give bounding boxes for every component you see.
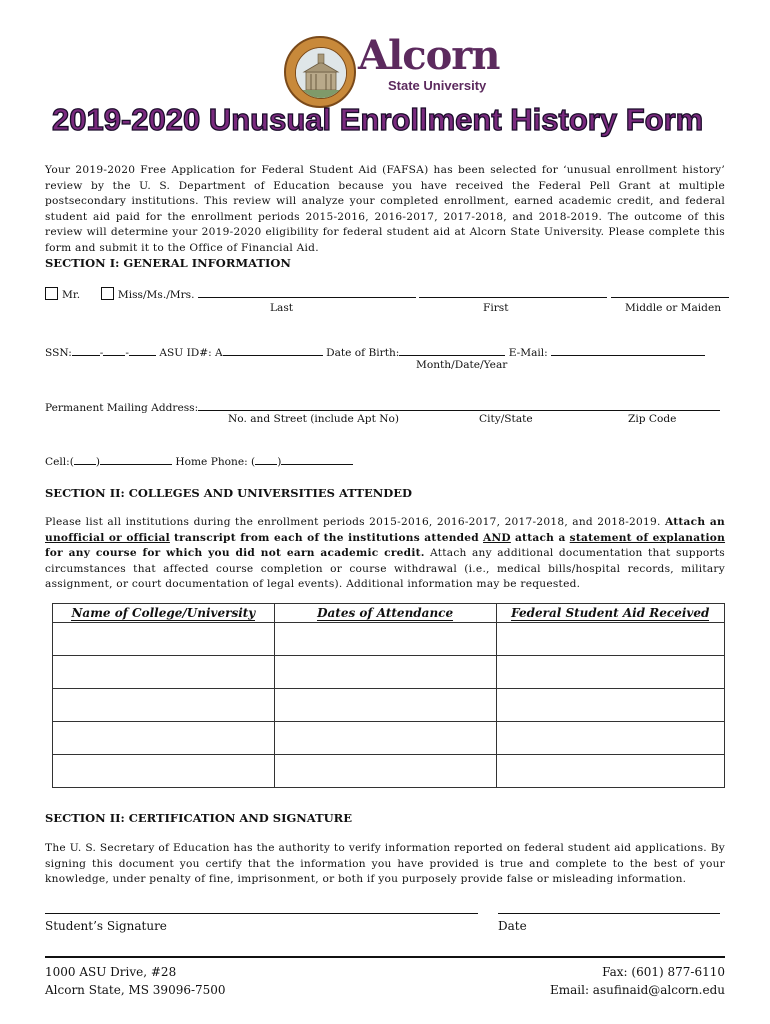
home-area-field[interactable]	[255, 453, 277, 465]
cell-number-field[interactable]	[100, 453, 172, 465]
date-label: Date	[498, 919, 527, 933]
first-label: First	[483, 302, 509, 314]
dob-format-label: Month/Date/Year	[416, 359, 508, 371]
ssn-label: SSN:	[45, 347, 72, 359]
footer-email: Email: asufinaid@alcorn.edu	[549, 983, 725, 997]
ssn-field-3[interactable]	[129, 344, 156, 356]
aid-cell[interactable]	[496, 656, 725, 689]
section-2-text-g: statement of explanation	[569, 531, 726, 544]
table-row	[53, 656, 725, 689]
footer-divider	[45, 956, 725, 958]
phone-row: Cell:( ) Home Phone: ( )	[45, 453, 353, 468]
dob-label: Date of Birth:	[326, 347, 400, 359]
institutions-table	[52, 603, 725, 788]
section-2-text-a: Please list all institutions during the enrollment periods 2015-2016, 2016-2017, 2017-2018, and 2018-2019.	[45, 516, 661, 528]
section-2-text-b: Attach an	[664, 516, 726, 528]
logo-subtitle: State University	[388, 78, 487, 93]
cell-label: Cell:	[45, 456, 70, 468]
building-icon	[295, 47, 347, 99]
university-seal	[284, 36, 356, 108]
column-header: Federal Student Aid Received	[496, 604, 725, 623]
dates-cell[interactable]	[274, 623, 496, 656]
ssn-field-2[interactable]	[103, 344, 125, 356]
college-cell[interactable]	[53, 689, 275, 722]
table-row	[53, 623, 725, 656]
ssn-field-1[interactable]	[72, 344, 100, 356]
table-row	[53, 755, 725, 788]
footer-address	[45, 963, 226, 999]
college-cell[interactable]	[53, 623, 275, 656]
dates-cell[interactable]	[274, 722, 496, 755]
footer-contact	[550, 963, 725, 999]
home-number-field[interactable]	[281, 453, 353, 465]
address-field[interactable]	[198, 399, 720, 411]
footer-address-line-2: Alcorn State, MS 39096-7500	[45, 983, 226, 997]
table-row	[53, 722, 725, 755]
signature-field[interactable]	[45, 911, 478, 914]
aid-cell[interactable]	[496, 623, 725, 656]
section-2-text-e: AND	[483, 531, 511, 544]
address-label: Permanent Mailing Address:	[45, 402, 199, 414]
footer-fax: Fax: (601) 877-6110	[602, 965, 725, 979]
dates-cell[interactable]	[274, 689, 496, 722]
dates-cell[interactable]	[274, 755, 496, 788]
section-2-text-f: attach a	[514, 531, 566, 544]
last-name-field[interactable]	[198, 286, 416, 298]
miss-label: Miss/Ms./Mrs.	[117, 289, 195, 301]
asu-id-field[interactable]	[223, 344, 323, 356]
column-header: Dates of Attendance	[274, 604, 496, 623]
date-field[interactable]	[498, 911, 720, 914]
middle-name-field[interactable]	[611, 286, 729, 298]
section-2-text-h: for any course for which you did not earn academic credit.	[45, 547, 425, 559]
section-2-text-i: Attach any additional documentation that supports circumstances that affected course completion or course withdrawal (i.e., medical bills/hospital records, military assignment, or court documentation of legal events). Additional information may be requested.	[45, 547, 725, 590]
zip-label: Zip Code	[628, 413, 677, 425]
section-2-heading: SECTION II: COLLEGES AND UNIVERSITIES ATTENDED	[45, 486, 412, 500]
college-cell[interactable]	[53, 755, 275, 788]
middle-label: Middle or Maiden	[625, 302, 722, 314]
section-2-paragraph	[45, 515, 725, 593]
logo-name: Alcorn	[358, 32, 500, 79]
city-label: City/State	[479, 413, 533, 425]
last-label: Last	[270, 302, 294, 314]
intro-paragraph: Your 2019-2020 Free Application for Federal Student Aid (FAFSA) has been selected for ‘unusual enrollment history’ review by the U. S. Department of Education because you have received the Federal Pell Grant at multiple postsecondary institutions. This review will analyze your completed enrollment, earned academic credit, and federal student aid paid for the enrollment periods 2015-2016, 2016-2017, 2017-2018, and 2018-2019. The outcome of this review will determine your 2019-2020 eligibility for federal student aid at Alcorn State University. Please complete this form and submit it to the Office of Financial Aid.	[45, 164, 725, 254]
aid-cell[interactable]	[496, 689, 725, 722]
email-label: E-Mail:	[508, 347, 548, 359]
mr-checkbox[interactable]	[45, 287, 58, 300]
mr-label: Mr.	[62, 289, 81, 301]
aid-cell[interactable]	[496, 755, 725, 788]
college-cell[interactable]	[53, 656, 275, 689]
footer-address-line-1: 1000 ASU Drive, #28	[45, 965, 177, 979]
section-2-text-c: unofficial or official	[45, 531, 170, 544]
section-2-text-d: transcript from each of the institutions attended	[174, 531, 479, 544]
column-header: Name of College/University	[53, 604, 275, 623]
dob-field[interactable]	[399, 344, 505, 356]
cell-area-field[interactable]	[74, 453, 96, 465]
address-row	[45, 399, 720, 414]
section-3-heading: SECTION II: CERTIFICATION AND SIGNATURE	[45, 811, 353, 825]
home-phone-label: Home Phone:	[175, 456, 248, 468]
dates-cell[interactable]	[274, 656, 496, 689]
table-row	[53, 689, 725, 722]
table-header-row	[53, 604, 725, 623]
name-row	[45, 286, 729, 301]
college-cell[interactable]	[53, 722, 275, 755]
form-title: 2019-2020 Unusual Enrollment History Form	[52, 102, 704, 137]
signature-label: Student’s Signature	[45, 919, 167, 933]
section-1-heading: SECTION I: GENERAL INFORMATION	[45, 256, 291, 270]
asu-id-label: ASU ID#: A	[159, 347, 223, 359]
first-name-field[interactable]	[419, 286, 607, 298]
street-label: No. and Street (include Apt No)	[228, 413, 399, 425]
id-row: SSN: - - ASU ID#: A Date of Birth: E-Mail:	[45, 344, 705, 359]
miss-checkbox[interactable]	[101, 287, 114, 300]
email-field[interactable]	[551, 344, 705, 356]
aid-cell[interactable]	[496, 722, 725, 755]
certification-paragraph: The U. S. Secretary of Education has the authority to verify information reported on federal student aid applications. By signing this document you certify that the information you have provided is true and complete to the best of your knowledge, under penalty of fine, imprisonment, or both if you purposely provide false or misleading information.	[45, 842, 725, 885]
